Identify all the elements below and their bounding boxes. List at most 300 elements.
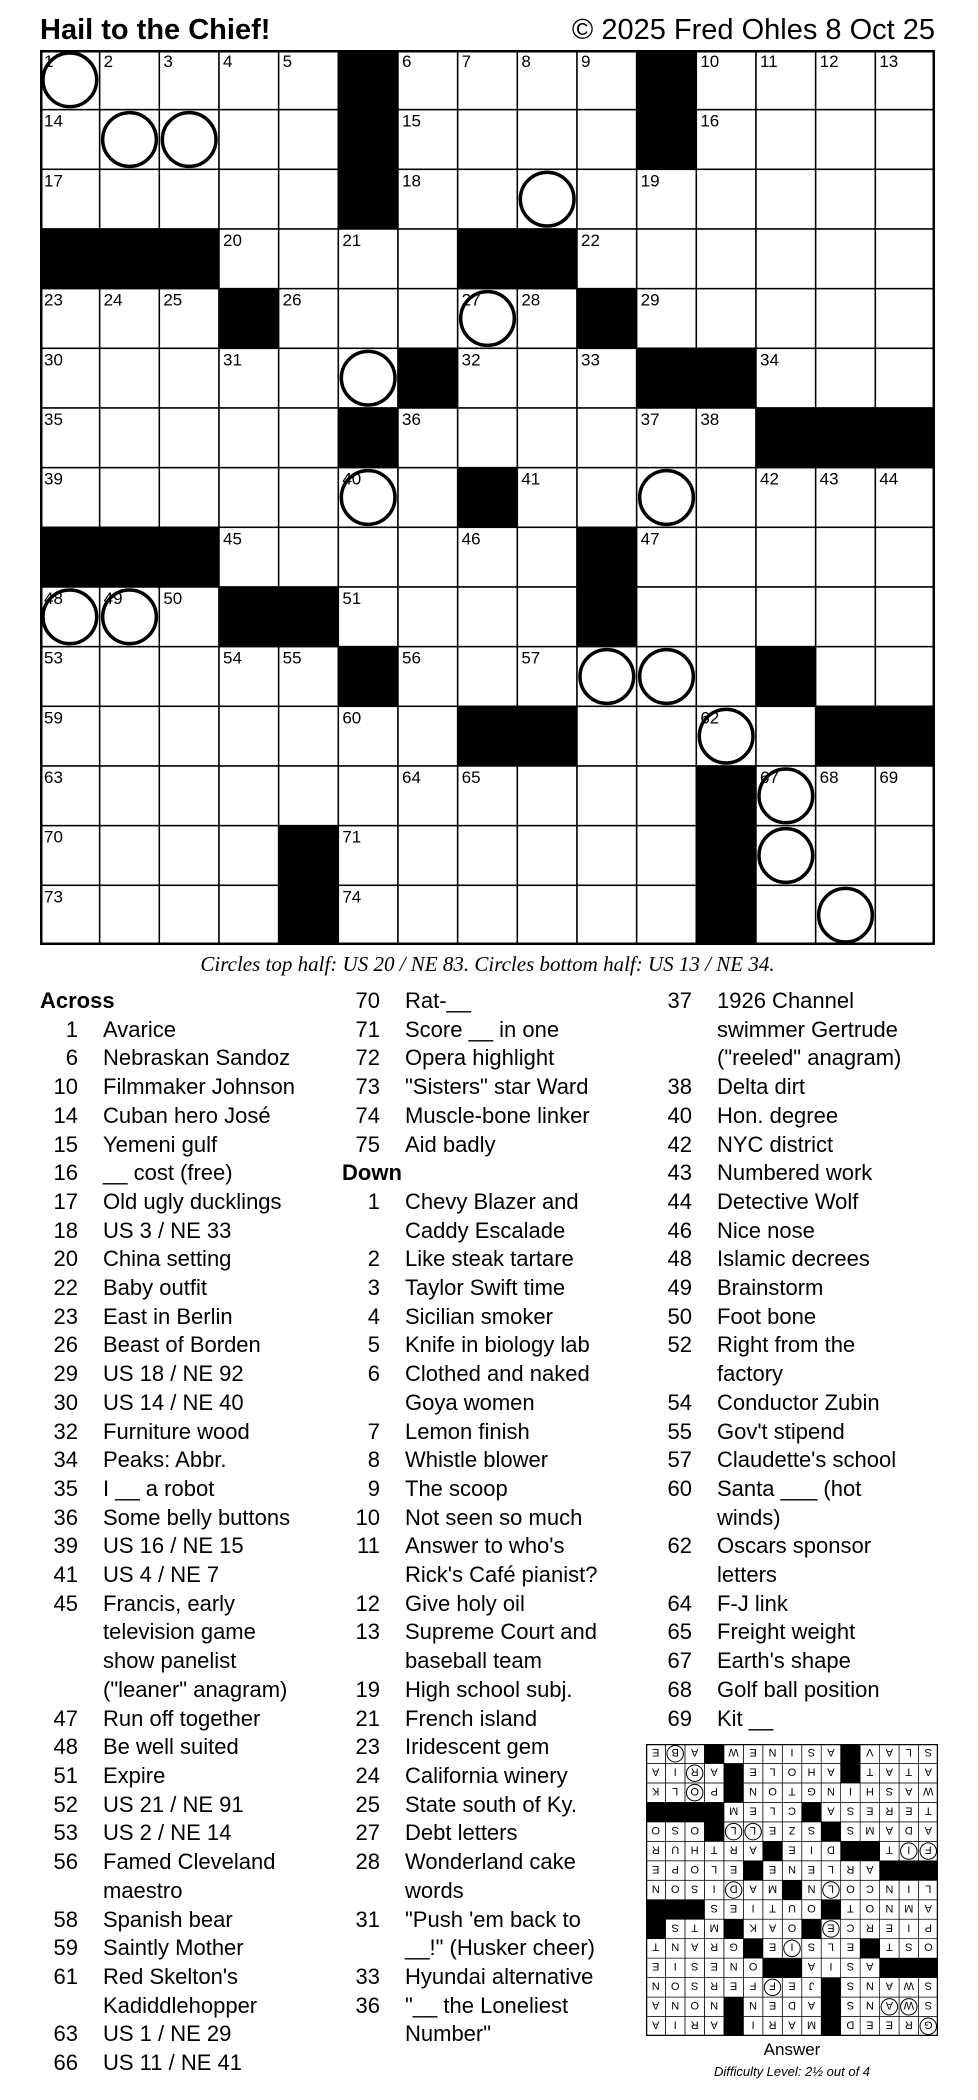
grid-cell[interactable]	[696, 468, 756, 528]
cell-number: 72	[700, 827, 720, 847]
grid-cell[interactable]	[517, 587, 577, 647]
grid-cell[interactable]	[816, 348, 876, 408]
clue-text: Supreme Court and	[405, 1619, 597, 1645]
grid-cell[interactable]	[100, 885, 160, 945]
grid-cell[interactable]	[756, 587, 816, 647]
grid-cell[interactable]	[398, 289, 458, 349]
clue	[654, 1274, 954, 1303]
answer-letter: R	[729, 1843, 738, 1856]
answer-letter: W	[923, 1784, 934, 1797]
clue	[40, 1016, 340, 1045]
grid-cell[interactable]	[159, 468, 219, 528]
cell-number: 42	[760, 469, 779, 489]
grid-cell[interactable]	[756, 169, 816, 229]
grid-cell[interactable]	[696, 169, 756, 229]
clue-text: US 3 / NE 33	[103, 1217, 232, 1243]
grid-cell[interactable]	[398, 826, 458, 886]
grid-cell[interactable]	[100, 169, 160, 229]
black-square	[219, 289, 279, 349]
answer-letter: S	[690, 1960, 699, 1973]
grid-cell[interactable]	[577, 766, 637, 826]
grid-cell[interactable]	[637, 229, 697, 289]
grid-cell[interactable]	[100, 348, 160, 408]
clue-number: 71	[355, 1016, 380, 1042]
answer-letter: D	[788, 1999, 796, 2012]
clue-text: NYC district	[717, 1131, 834, 1157]
cell-number: 1	[44, 52, 54, 71]
clue	[342, 1504, 642, 1533]
grid-cell[interactable]	[637, 826, 697, 886]
answer-black-square	[821, 1978, 840, 1997]
clue-text: Rick's Café pianist?	[405, 1562, 598, 1588]
cell-number: 15	[402, 111, 421, 131]
black-square	[100, 229, 160, 289]
grid-cell[interactable]	[517, 527, 577, 587]
answer-letter: S	[671, 1823, 679, 1836]
clue	[654, 1618, 954, 1647]
grid-cell[interactable]	[100, 647, 160, 707]
grid-cell[interactable]	[159, 110, 219, 170]
grid-cell[interactable]	[159, 348, 219, 408]
grid-cell[interactable]	[637, 885, 697, 945]
grid-cell[interactable]	[398, 885, 458, 945]
grid-cell[interactable]	[696, 587, 756, 647]
clue-number: 14	[53, 1102, 78, 1128]
clue-column-1	[40, 987, 340, 2078]
answer-letter: L	[827, 1862, 834, 1875]
answer-letter: S	[807, 1823, 816, 1836]
grid-cell[interactable]	[756, 706, 816, 766]
grid-cell[interactable]	[756, 826, 816, 886]
grid-cell[interactable]	[159, 826, 219, 886]
clue	[40, 1044, 340, 1073]
grid-cell[interactable]	[756, 289, 816, 349]
black-square	[40, 229, 100, 289]
black-square	[338, 408, 398, 468]
answer-black-square	[704, 1802, 723, 1821]
grid-cell[interactable]	[875, 169, 935, 229]
grid-cell[interactable]	[816, 169, 876, 229]
grid-cell[interactable]	[159, 408, 219, 468]
answer-letter: E	[710, 1960, 718, 1973]
grid-cell[interactable]	[159, 647, 219, 707]
grid-cell[interactable]	[517, 885, 577, 945]
cell-number: 36	[402, 410, 421, 429]
answer-letter: W	[728, 1746, 739, 1759]
clue	[654, 1331, 954, 1388]
answer-black-square	[724, 1919, 743, 1938]
grid-cell[interactable]	[458, 885, 518, 945]
answer-letter: C	[865, 1882, 874, 1895]
clue-text: Islamic decrees	[717, 1246, 870, 1272]
clue-number: 2	[367, 1246, 380, 1272]
grid-cell[interactable]	[219, 885, 279, 945]
answer-letter: N	[826, 1784, 835, 1797]
clue-text: Oscars sponsor	[717, 1533, 872, 1559]
grid-cell[interactable]	[816, 587, 876, 647]
clue-number: 50	[667, 1303, 692, 1329]
answer-letter: O	[846, 1882, 855, 1895]
answer-letter: A	[807, 1999, 816, 2012]
answer-black-square	[665, 1802, 684, 1821]
grid-cell[interactable]	[100, 766, 160, 826]
answer-letter: D	[846, 2018, 855, 2031]
grid-cell[interactable]	[279, 110, 339, 170]
grid-cell[interactable]	[458, 169, 518, 229]
grid-cell[interactable]	[279, 766, 339, 826]
clue-number: 49	[667, 1275, 692, 1301]
answer-letter: N	[807, 1882, 816, 1895]
grid-cell[interactable]	[279, 706, 339, 766]
clue-number: 26	[53, 1332, 78, 1358]
grid-cell[interactable]	[637, 766, 697, 826]
grid-cell[interactable]	[696, 229, 756, 289]
clue-number: 48	[53, 1734, 78, 1760]
grid-cell[interactable]	[219, 110, 279, 170]
grid-cell[interactable]	[875, 826, 935, 886]
clue-number: 4	[367, 1303, 380, 1329]
answer-black-square	[802, 1919, 821, 1938]
clue-number: 36	[355, 1992, 380, 2018]
answer-letter: P	[710, 1784, 718, 1797]
grid-cell[interactable]	[279, 229, 339, 289]
clue	[40, 1475, 340, 1504]
cell-number: 40	[342, 469, 362, 489]
answer-letter: D	[904, 1823, 913, 1836]
answer-letter: O	[670, 1979, 680, 1992]
clue	[40, 1504, 340, 1533]
clue-number: 72	[355, 1045, 380, 1071]
clue-text: California winery	[405, 1762, 568, 1788]
grid-cell[interactable]	[219, 468, 279, 528]
cell-number: 24	[103, 290, 123, 310]
clue	[342, 1848, 642, 1905]
clue	[40, 1188, 340, 1217]
grid-cell[interactable]	[577, 169, 637, 229]
grid-cell[interactable]	[159, 885, 219, 945]
answer-letter: S	[807, 1940, 816, 1953]
grid-cell[interactable]	[696, 647, 756, 707]
clue-column-3	[654, 987, 954, 1733]
grid-cell[interactable]	[816, 289, 876, 349]
clue-text: Knife in biology lab	[405, 1332, 590, 1358]
clue-text: Golf ball position	[717, 1676, 880, 1702]
grid-cell[interactable]	[756, 527, 816, 587]
clue-text: Brainstorm	[717, 1275, 824, 1301]
clue	[40, 1274, 340, 1303]
cell-number: 9	[581, 52, 591, 71]
grid-cell[interactable]	[577, 706, 637, 766]
answer-letter: T	[885, 1843, 893, 1856]
grid-cell[interactable]	[219, 169, 279, 229]
clue-number: 42	[667, 1131, 692, 1157]
clue	[342, 1016, 642, 1045]
grid-cell[interactable]	[577, 468, 637, 528]
grid-cell[interactable]	[279, 408, 339, 468]
answer-black-square	[724, 1997, 743, 2016]
clue-number: 54	[667, 1389, 692, 1415]
grid-cell[interactable]	[517, 348, 577, 408]
answer-letter: O	[807, 1901, 816, 1914]
clue-number: 13	[355, 1619, 380, 1645]
grid-cell[interactable]	[458, 587, 518, 647]
clue-number: 20	[53, 1246, 78, 1272]
grid-cell[interactable]	[875, 527, 935, 587]
cell-number: 4	[223, 52, 233, 71]
grid-cell[interactable]	[338, 527, 398, 587]
clue	[654, 1475, 954, 1532]
grid-cell[interactable]	[816, 229, 876, 289]
grid-cell[interactable]	[398, 587, 458, 647]
cell-number: 19	[640, 171, 660, 191]
answer-letter: A	[885, 1999, 894, 2012]
clue-text: Chevy Blazer and	[405, 1188, 579, 1214]
grid-cell[interactable]	[637, 706, 697, 766]
clue-number: 38	[667, 1074, 692, 1100]
clue	[342, 987, 642, 1016]
answer-letter: K	[749, 1921, 757, 1934]
answer-letter: I	[907, 1921, 911, 1934]
grid-cell[interactable]	[458, 826, 518, 886]
answer-letter: G	[923, 2018, 933, 2031]
cell-number: 26	[282, 290, 302, 310]
clue-text: Claudette's school	[717, 1447, 897, 1473]
clue	[40, 1590, 340, 1705]
black-square	[159, 229, 219, 289]
cell-number: 46	[461, 529, 481, 549]
grid-cell[interactable]	[816, 110, 876, 170]
black-square	[338, 169, 398, 229]
grid-cell[interactable]	[279, 527, 339, 587]
answer-letter: S	[846, 1804, 855, 1817]
answer-letter: V	[866, 1746, 874, 1759]
clue-text: Run off together	[103, 1705, 261, 1731]
clue-number: 47	[53, 1705, 78, 1731]
clue	[654, 1217, 954, 1246]
grid-cell[interactable]	[338, 348, 398, 408]
cell-number: 49	[103, 589, 123, 608]
grid-cell[interactable]	[816, 527, 876, 587]
grid-cell[interactable]	[577, 647, 637, 707]
grid-cell[interactable]	[875, 587, 935, 647]
answer-letter: U	[671, 1843, 680, 1856]
clue-text: Give holy oil	[405, 1590, 525, 1616]
grid-cell[interactable]	[219, 766, 279, 826]
grid-cell[interactable]	[875, 110, 935, 170]
black-square	[875, 706, 935, 766]
grid-cell[interactable]	[637, 468, 697, 528]
clue-text: Right from the	[717, 1332, 856, 1358]
crossword-grid[interactable]	[40, 50, 935, 945]
grid-cell[interactable]	[517, 110, 577, 170]
clue-number: 64	[667, 1590, 692, 1616]
clue	[342, 1963, 642, 1992]
grid-cell[interactable]	[756, 885, 816, 945]
cell-number: 33	[581, 350, 600, 370]
clue-number: 24	[355, 1762, 380, 1788]
grid-cell[interactable]	[398, 706, 458, 766]
answer-letter: E	[768, 1862, 777, 1875]
answer-black-square	[685, 1900, 704, 1919]
grid-cell[interactable]	[875, 348, 935, 408]
answer-black-square	[743, 1861, 762, 1880]
grid-cell[interactable]	[577, 110, 637, 170]
grid-cell[interactable]	[517, 169, 577, 229]
clue-number: 46	[667, 1217, 692, 1243]
grid-cell[interactable]	[756, 229, 816, 289]
answer-letter: H	[807, 1765, 816, 1778]
grid-cell[interactable]	[398, 527, 458, 587]
grid-cell[interactable]	[398, 468, 458, 528]
answer-letter: N	[788, 1862, 796, 1875]
cell-number: 13	[879, 52, 899, 71]
clue-text: Hon. degree	[717, 1102, 839, 1128]
answer-letter: A	[652, 2018, 660, 2031]
grid-cell[interactable]	[875, 885, 935, 945]
answer-letter: F	[769, 1979, 776, 1992]
grid-cell[interactable]	[159, 766, 219, 826]
grid-cell[interactable]	[338, 289, 398, 349]
answer-letter: S	[846, 1979, 855, 1992]
answer-letter: L	[827, 1882, 834, 1895]
grid-cell[interactable]	[219, 826, 279, 886]
clue-number: 8	[367, 1447, 380, 1473]
clue-number: 17	[53, 1188, 78, 1214]
grid-cell[interactable]	[816, 885, 876, 945]
answer-letter: N	[671, 1940, 680, 1953]
cell-number: 58	[760, 648, 779, 668]
clue-text: Kadiddlehopper	[103, 1992, 258, 2018]
grid-cell[interactable]	[100, 468, 160, 528]
grid-cell[interactable]	[279, 169, 339, 229]
grid-cell[interactable]	[577, 826, 637, 886]
answer-letter: W	[903, 1999, 914, 2012]
clue	[40, 1934, 340, 1963]
grid-cell[interactable]	[517, 826, 577, 886]
answer-letter: S	[846, 1823, 855, 1836]
black-square	[338, 50, 398, 110]
clue-number: 44	[667, 1188, 692, 1214]
clue-number: 51	[53, 1762, 78, 1788]
black-square	[159, 527, 219, 587]
grid-cell[interactable]	[219, 706, 279, 766]
answer-letter: A	[690, 1940, 699, 1953]
grid-cell[interactable]	[577, 885, 637, 945]
cell-number: 60	[342, 708, 362, 728]
clue	[654, 1705, 954, 1734]
answer-letter: A	[749, 1882, 757, 1895]
cell-number: 56	[402, 648, 421, 668]
grid-cell[interactable]	[398, 229, 458, 289]
grid-cell[interactable]	[458, 647, 518, 707]
grid-cell[interactable]	[279, 348, 339, 408]
black-square	[279, 587, 339, 647]
clue	[40, 1159, 340, 1188]
grid-cell[interactable]	[875, 229, 935, 289]
clue	[342, 1705, 642, 1734]
clue	[654, 1102, 954, 1131]
clue-text: Goya women	[405, 1389, 535, 1415]
answer-grid	[646, 1744, 938, 2036]
grid-cell[interactable]	[100, 706, 160, 766]
grid-cell[interactable]	[875, 647, 935, 707]
answer-black-square	[763, 1958, 782, 1977]
answer-black-square	[704, 1744, 723, 1763]
clue-number: 19	[355, 1676, 380, 1702]
grid-cell[interactable]	[696, 527, 756, 587]
grid-cell[interactable]	[577, 408, 637, 468]
clue-text: Clothed and naked	[405, 1361, 590, 1387]
grid-cell[interactable]	[159, 706, 219, 766]
answer-letter: R	[768, 2018, 777, 2031]
clue-number: 31	[355, 1906, 380, 1932]
grid-cell[interactable]	[517, 766, 577, 826]
clue	[40, 1217, 340, 1246]
cell-number: 74	[342, 887, 362, 907]
clue	[40, 2049, 340, 2078]
clue-number: 66	[53, 2050, 78, 2076]
grid-cell[interactable]	[458, 408, 518, 468]
answer-letter: O	[690, 1823, 699, 1836]
grid-cell[interactable]	[816, 647, 876, 707]
clue-text: The scoop	[405, 1475, 508, 1501]
answer-black-square	[841, 1841, 860, 1860]
answer-letter: A	[885, 1823, 894, 1836]
black-square	[458, 468, 518, 528]
grid-cell[interactable]	[875, 289, 935, 349]
clue-text: French island	[405, 1705, 538, 1731]
answer-black-square	[724, 1783, 743, 1802]
grid-cell[interactable]	[219, 408, 279, 468]
clue	[342, 1532, 642, 1589]
clue	[654, 1303, 954, 1332]
clue	[654, 1446, 954, 1475]
grid-cell[interactable]	[637, 587, 697, 647]
grid-cell[interactable]	[100, 110, 160, 170]
clue-number: 23	[355, 1734, 380, 1760]
cell-number: 50	[163, 589, 183, 608]
grid-cell[interactable]	[100, 826, 160, 886]
clue-text: Be well suited	[103, 1734, 239, 1760]
grid-cell[interactable]	[458, 110, 518, 170]
grid-cell[interactable]	[279, 468, 339, 528]
answer-letter: P	[671, 1862, 679, 1875]
clue-number: 63	[53, 2021, 78, 2047]
cell-number: 64	[402, 768, 421, 787]
cell-number: 23	[44, 290, 63, 310]
clue	[342, 1676, 642, 1705]
answer-letter: F	[924, 1843, 932, 1856]
answer-letter: S	[690, 1882, 699, 1895]
grid-cell[interactable]	[637, 647, 697, 707]
grid-cell[interactable]	[696, 289, 756, 349]
grid-cell[interactable]	[756, 110, 816, 170]
clue-text: Debt letters	[405, 1820, 518, 1846]
grid-cell[interactable]	[816, 826, 876, 886]
clue-number: 30	[53, 1389, 78, 1415]
grid-cell[interactable]	[338, 766, 398, 826]
grid-cell[interactable]	[517, 408, 577, 468]
answer-letter: T	[866, 1765, 874, 1778]
answer-black-square	[821, 1900, 840, 1919]
grid-cell[interactable]	[159, 169, 219, 229]
grid-cell[interactable]	[100, 408, 160, 468]
clue	[342, 1762, 642, 1791]
clue-text: Spanish bear	[103, 1906, 233, 1932]
clue	[40, 1906, 340, 1935]
clue-text: US 21 / NE 91	[103, 1791, 244, 1817]
answer-letter: N	[749, 1784, 758, 1797]
